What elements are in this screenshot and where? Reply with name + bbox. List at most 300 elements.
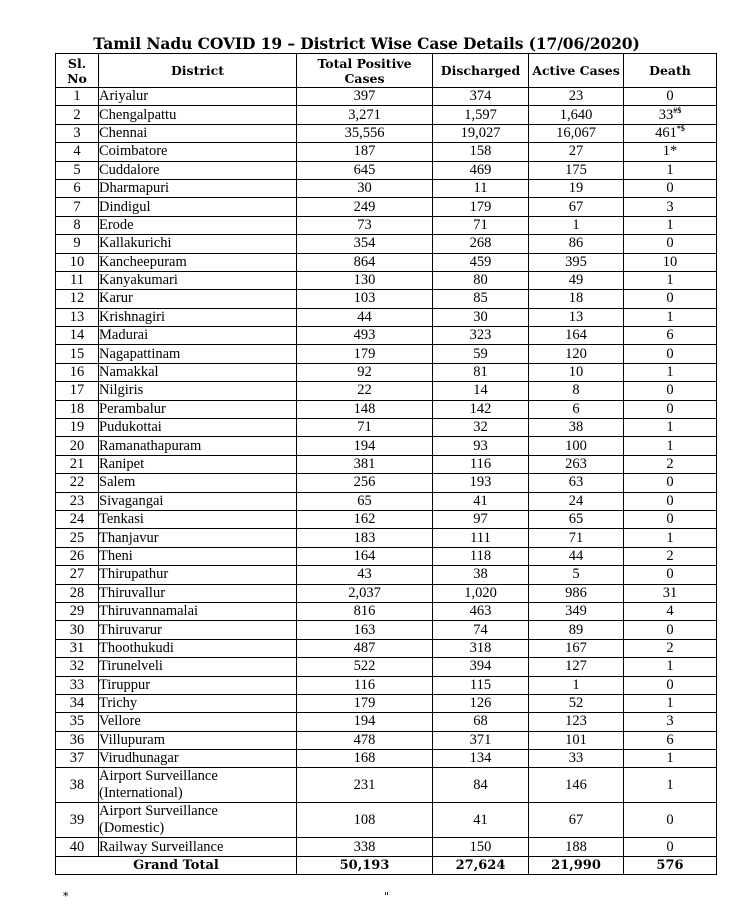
sl-no-cell: 25 <box>56 529 99 547</box>
active-cell: 6 <box>529 400 624 418</box>
district-cell: Dharmapuri <box>99 179 297 197</box>
discharged-cell: 84 <box>433 768 529 803</box>
death-value: 1 <box>666 529 674 546</box>
death-cell <box>624 161 717 179</box>
total-positive-cell: 168 <box>297 750 433 768</box>
active-cell: 263 <box>529 455 624 473</box>
death-cell <box>624 566 717 584</box>
table-row <box>56 271 717 289</box>
table-row <box>56 713 717 731</box>
sl-no-cell: 21 <box>56 455 99 473</box>
death-cell <box>624 474 717 492</box>
active-cell: 188 <box>529 838 624 856</box>
death-value: 0 <box>666 400 674 417</box>
table-row <box>56 474 717 492</box>
total-positive-cell: 65 <box>297 492 433 510</box>
death-value: 3 <box>666 198 674 215</box>
total-positive-cell: 187 <box>297 143 433 161</box>
district-cell: Kancheepuram <box>99 253 297 271</box>
total-positive-cell: 116 <box>297 676 433 694</box>
table-row <box>56 584 717 602</box>
sl-no-cell: 19 <box>56 419 99 437</box>
sl-no-cell: 6 <box>56 179 99 197</box>
discharged-cell: 158 <box>433 143 529 161</box>
district-cell: Kanyakumari <box>99 271 297 289</box>
active-cell: 100 <box>529 437 624 455</box>
table-row <box>56 143 717 161</box>
sl-no-cell: 31 <box>56 639 99 657</box>
active-cell: 13 <box>529 308 624 326</box>
death-value: 0 <box>666 290 674 307</box>
discharged-cell: 11 <box>433 179 529 197</box>
sl-no-cell: 17 <box>56 382 99 400</box>
death-cell <box>624 216 717 234</box>
district-cell: Kallakurichi <box>99 235 297 253</box>
death-value: 10 <box>662 253 678 270</box>
table-row <box>56 290 717 308</box>
discharged-cell: 111 <box>433 529 529 547</box>
district-cell: Ramanathapuram <box>99 437 297 455</box>
discharged-cell: 85 <box>433 290 529 308</box>
district-cell: Chengalpattu <box>99 106 297 124</box>
death-cell <box>624 694 717 712</box>
death-cell <box>624 308 717 326</box>
death-value: 1 <box>666 750 674 767</box>
active-cell: 16,067 <box>529 124 624 142</box>
discharged-cell: 81 <box>433 363 529 381</box>
header-district: District <box>99 54 297 88</box>
death-cell <box>624 529 717 547</box>
death-cell <box>624 179 717 197</box>
district-cell: Sivagangai <box>99 492 297 510</box>
header-sl-no: Sl. No <box>56 54 99 88</box>
death-value: 0 <box>666 566 674 583</box>
table-row <box>56 308 717 326</box>
header-row <box>56 54 717 88</box>
death-value: 1 <box>666 308 674 325</box>
district-cell: Nilgiris <box>99 382 297 400</box>
discharged-cell: 1,597 <box>433 106 529 124</box>
district-cell <box>99 768 297 803</box>
death-value: 1 <box>666 272 674 289</box>
active-cell: 49 <box>529 271 624 289</box>
sl-no-cell: 1 <box>56 88 99 106</box>
active-cell: 164 <box>529 327 624 345</box>
death-cell <box>624 400 717 418</box>
table-row <box>56 382 717 400</box>
active-cell: 23 <box>529 88 624 106</box>
district-cell: Nagapattinam <box>99 345 297 363</box>
death-value: 0 <box>666 511 674 528</box>
district-cell: Tenkasi <box>99 510 297 528</box>
table-row <box>56 750 717 768</box>
district-cell: Virudhunagar <box>99 750 297 768</box>
total-positive-cell: 35,556 <box>297 124 433 142</box>
death-cell <box>624 106 717 124</box>
death-value: 1 <box>666 419 674 436</box>
total-positive-cell: 194 <box>297 437 433 455</box>
death-value: 1 <box>666 364 674 381</box>
death-cell <box>624 584 717 602</box>
total-positive-cell: 645 <box>297 161 433 179</box>
death-cell: 0 <box>624 838 717 856</box>
active-cell: 67 <box>529 803 624 838</box>
sl-no-cell: 16 <box>56 363 99 381</box>
active-cell: 10 <box>529 363 624 381</box>
discharged-cell: 394 <box>433 658 529 676</box>
active-cell: 63 <box>529 474 624 492</box>
active-cell: 24 <box>529 492 624 510</box>
sl-no-cell: 24 <box>56 510 99 528</box>
death-value: 2 <box>666 639 674 656</box>
district-cell: Villupuram <box>99 731 297 749</box>
death-cell <box>624 363 717 381</box>
table-row <box>56 676 717 694</box>
discharged-cell: 1,020 <box>433 584 529 602</box>
district-cell: Tirunelveli <box>99 658 297 676</box>
death-value: 6 <box>666 327 674 344</box>
discharged-cell: 323 <box>433 327 529 345</box>
total-positive-cell: 2,037 <box>297 584 433 602</box>
district-case-table <box>55 53 717 875</box>
discharged-cell: 116 <box>433 455 529 473</box>
active-cell: 146 <box>529 768 624 803</box>
death-value: 4 <box>666 603 674 620</box>
total-positive-cell: 44 <box>297 308 433 326</box>
discharged-cell: 41 <box>433 492 529 510</box>
sl-no-cell: 11 <box>56 271 99 289</box>
district-line-2: (International) <box>99 785 183 802</box>
death-value: 0 <box>666 676 674 693</box>
total-positive-cell: 148 <box>297 400 433 418</box>
discharged-cell: 59 <box>433 345 529 363</box>
total-positive-cell: 256 <box>297 474 433 492</box>
discharged-cell: 469 <box>433 161 529 179</box>
sl-no-cell: 23 <box>56 492 99 510</box>
grand-total-discharged: 27,624 <box>433 856 529 874</box>
active-cell: 986 <box>529 584 624 602</box>
death-value: 0 <box>666 382 674 399</box>
death-cell <box>624 382 717 400</box>
death-cell <box>624 437 717 455</box>
district-cell: Madurai <box>99 327 297 345</box>
table-row <box>56 529 717 547</box>
active-cell: 18 <box>529 290 624 308</box>
table-row <box>56 838 717 856</box>
table-row <box>56 731 717 749</box>
death-value: 31 <box>662 584 678 601</box>
discharged-cell: 459 <box>433 253 529 271</box>
total-positive-cell: 194 <box>297 713 433 731</box>
death-value: 0 <box>666 621 674 638</box>
discharged-cell: 41 <box>433 803 529 838</box>
district-cell: Thirupathur <box>99 566 297 584</box>
total-positive-cell: 163 <box>297 621 433 639</box>
sl-no-cell: 5 <box>56 161 99 179</box>
active-cell: 175 <box>529 161 624 179</box>
death-cell: 0 <box>624 803 717 838</box>
active-cell: 86 <box>529 235 624 253</box>
death-value: 0 <box>666 474 674 491</box>
district-cell: Karur <box>99 290 297 308</box>
footnote-mark-2: " <box>384 890 390 903</box>
death-cell <box>624 510 717 528</box>
sl-no-cell: 34 <box>56 694 99 712</box>
total-positive-cell: 30 <box>297 179 433 197</box>
active-cell: 27 <box>529 143 624 161</box>
active-cell: 44 <box>529 547 624 565</box>
discharged-cell: 30 <box>433 308 529 326</box>
discharged-cell: 71 <box>433 216 529 234</box>
death-cell: 1 <box>624 768 717 803</box>
total-positive-cell: 249 <box>297 198 433 216</box>
grand-total-death: 576 <box>624 856 717 874</box>
sl-no-cell: 22 <box>56 474 99 492</box>
table-row <box>56 437 717 455</box>
death-value: 1 <box>666 216 674 233</box>
death-cell <box>624 602 717 620</box>
death-cell <box>624 731 717 749</box>
discharged-cell: 74 <box>433 621 529 639</box>
discharged-cell: 268 <box>433 235 529 253</box>
discharged-cell: 68 <box>433 713 529 731</box>
death-cell <box>624 143 717 161</box>
grand-total-positive: 50,193 <box>297 856 433 874</box>
death-cell <box>624 88 717 106</box>
grand-total-row <box>56 856 717 874</box>
death-cell <box>624 327 717 345</box>
total-positive-cell: 108 <box>297 803 433 838</box>
death-cell <box>624 271 717 289</box>
sl-no-cell: 3 <box>56 124 99 142</box>
district-line-1: Airport Surveillance <box>99 768 218 785</box>
table-row <box>56 124 717 142</box>
active-cell: 8 <box>529 382 624 400</box>
discharged-cell: 19,027 <box>433 124 529 142</box>
discharged-cell: 371 <box>433 731 529 749</box>
table-row <box>56 400 717 418</box>
table-row <box>56 198 717 216</box>
death-value: 461 <box>655 124 677 141</box>
district-cell: Thoothukudi <box>99 639 297 657</box>
table-row <box>56 216 717 234</box>
header-death: Death <box>624 54 717 88</box>
district-cell: Trichy <box>99 694 297 712</box>
sl-no-cell: 15 <box>56 345 99 363</box>
discharged-cell: 142 <box>433 400 529 418</box>
page-title: Tamil Nadu COVID 19 – District Wise Case Details (17/06/2020) <box>93 34 640 53</box>
district-cell: Salem <box>99 474 297 492</box>
death-cell <box>624 345 717 363</box>
active-cell: 65 <box>529 510 624 528</box>
discharged-cell: 318 <box>433 639 529 657</box>
discharged-cell: 118 <box>433 547 529 565</box>
district-cell: Cuddalore <box>99 161 297 179</box>
table-row <box>56 235 717 253</box>
district-line-1: Airport Surveillance <box>99 803 218 820</box>
active-cell: 33 <box>529 750 624 768</box>
total-positive-cell: 522 <box>297 658 433 676</box>
total-positive-cell: 73 <box>297 216 433 234</box>
total-positive-cell: 231 <box>297 768 433 803</box>
table-row <box>56 566 717 584</box>
death-value: 1* <box>662 143 678 160</box>
district-cell: Coimbatore <box>99 143 297 161</box>
district-cell: Thiruvallur <box>99 584 297 602</box>
total-positive-cell: 354 <box>297 235 433 253</box>
grand-total-active: 21,990 <box>529 856 624 874</box>
total-positive-cell: 164 <box>297 547 433 565</box>
sl-no-cell: 20 <box>56 437 99 455</box>
active-cell: 120 <box>529 345 624 363</box>
death-cell <box>624 713 717 731</box>
death-value: 1 <box>666 695 674 712</box>
sl-no-cell: 26 <box>56 547 99 565</box>
death-value: 0 <box>666 88 674 105</box>
sl-no-cell: 10 <box>56 253 99 271</box>
active-cell: 67 <box>529 198 624 216</box>
district-cell: Theni <box>99 547 297 565</box>
table-row <box>56 179 717 197</box>
sl-no-cell: 14 <box>56 327 99 345</box>
death-cell <box>624 658 717 676</box>
discharged-cell: 374 <box>433 88 529 106</box>
district-cell: Vellore <box>99 713 297 731</box>
sl-no-cell: 27 <box>56 566 99 584</box>
table-row <box>56 602 717 620</box>
death-cell <box>624 547 717 565</box>
discharged-cell: 80 <box>433 271 529 289</box>
table-row <box>56 327 717 345</box>
death-cell <box>624 124 717 142</box>
sl-no-cell: 37 <box>56 750 99 768</box>
death-value: 2 <box>666 456 674 472</box>
district-cell: Railway Surveillance <box>99 838 297 856</box>
header-active: Active Cases <box>529 54 624 88</box>
active-cell: 38 <box>529 419 624 437</box>
death-cell <box>624 253 717 271</box>
discharged-cell: 150 <box>433 838 529 856</box>
death-cell <box>624 455 717 473</box>
header-discharged: Discharged <box>433 54 529 88</box>
death-cell <box>624 621 717 639</box>
discharged-cell: 97 <box>433 510 529 528</box>
footnote-mark-1: * <box>63 890 69 903</box>
table-row <box>56 455 717 473</box>
district-cell: Namakkal <box>99 363 297 381</box>
sl-no-cell: 40 <box>56 838 99 856</box>
total-positive-cell: 183 <box>297 529 433 547</box>
active-cell: 71 <box>529 529 624 547</box>
table-row <box>56 345 717 363</box>
discharged-cell: 463 <box>433 602 529 620</box>
discharged-cell: 14 <box>433 382 529 400</box>
death-cell <box>624 235 717 253</box>
death-value: 2 <box>666 547 674 564</box>
sl-no-cell: 9 <box>56 235 99 253</box>
death-value: 1 <box>666 437 674 454</box>
death-value: 0 <box>666 492 674 509</box>
district-cell: Perambalur <box>99 400 297 418</box>
sl-no-cell: 7 <box>56 198 99 216</box>
district-cell: Erode <box>99 216 297 234</box>
table-row <box>56 547 717 565</box>
district-cell: Thanjavur <box>99 529 297 547</box>
district-cell: Ranipet <box>99 455 297 473</box>
death-value: 3 <box>666 713 674 730</box>
death-cell <box>624 198 717 216</box>
district-cell: Thiruvannamalai <box>99 602 297 620</box>
total-positive-cell: 43 <box>297 566 433 584</box>
total-positive-cell: 493 <box>297 327 433 345</box>
death-value: 0 <box>666 345 674 362</box>
sl-no-cell: 28 <box>56 584 99 602</box>
active-cell: 1 <box>529 216 624 234</box>
total-positive-cell: 179 <box>297 345 433 363</box>
table-row <box>56 658 717 676</box>
discharged-cell: 179 <box>433 198 529 216</box>
table-row <box>56 510 717 528</box>
total-positive-cell: 130 <box>297 271 433 289</box>
active-cell: 127 <box>529 658 624 676</box>
active-cell: 101 <box>529 731 624 749</box>
sl-no-cell: 35 <box>56 713 99 731</box>
district-line-2: (Domestic) <box>99 820 165 837</box>
table-row <box>56 492 717 510</box>
table-body <box>56 88 717 875</box>
sl-no-cell: 13 <box>56 308 99 326</box>
table-row <box>56 106 717 124</box>
table-row <box>56 419 717 437</box>
total-positive-cell: 103 <box>297 290 433 308</box>
total-positive-cell: 3,271 <box>297 106 433 124</box>
district-cell: Tiruppur <box>99 676 297 694</box>
discharged-cell: 193 <box>433 474 529 492</box>
death-value: 1 <box>666 658 674 675</box>
sl-no-cell: 32 <box>56 658 99 676</box>
table-row <box>56 768 717 803</box>
death-footnote-mark: #$ <box>673 105 682 115</box>
death-cell <box>624 639 717 657</box>
sl-no-cell: 8 <box>56 216 99 234</box>
death-cell <box>624 290 717 308</box>
sl-no-cell: 4 <box>56 143 99 161</box>
district-cell: Krishnagiri <box>99 308 297 326</box>
total-positive-cell: 162 <box>297 510 433 528</box>
active-cell: 19 <box>529 179 624 197</box>
total-positive-cell: 92 <box>297 363 433 381</box>
discharged-cell: 32 <box>433 419 529 437</box>
district-cell: Ariyalur <box>99 88 297 106</box>
total-positive-cell: 397 <box>297 88 433 106</box>
sl-no-cell: 38 <box>56 768 99 803</box>
sl-no-cell: 36 <box>56 731 99 749</box>
discharged-cell: 93 <box>433 437 529 455</box>
district-cell <box>99 803 297 838</box>
death-cell <box>624 750 717 768</box>
sl-no-cell: 18 <box>56 400 99 418</box>
total-positive-cell: 179 <box>297 694 433 712</box>
discharged-cell: 126 <box>433 694 529 712</box>
table-row <box>56 694 717 712</box>
death-value: 0 <box>666 180 674 197</box>
total-positive-cell: 816 <box>297 602 433 620</box>
active-cell: 5 <box>529 566 624 584</box>
grand-total-label: Grand Total <box>56 856 297 874</box>
death-value: 0 <box>666 235 674 252</box>
discharged-cell: 134 <box>433 750 529 768</box>
table-row <box>56 803 717 838</box>
